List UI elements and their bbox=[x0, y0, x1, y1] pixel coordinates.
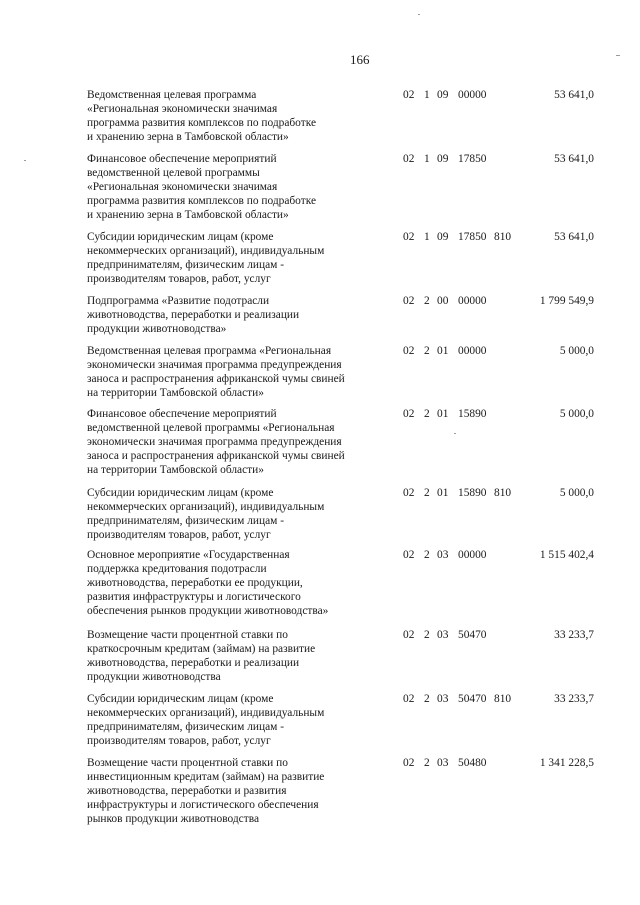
section-code: 02 bbox=[403, 89, 415, 101]
row-amount: 53 641,0 bbox=[554, 153, 594, 165]
row-description: Ведомственная целевая программа «Региональная экономически значимая программа развития комплексов по подработке и хранению зерна в Тамбовской области» bbox=[87, 89, 317, 144]
program-code: 00 bbox=[437, 295, 449, 307]
subsection-code: 2 bbox=[424, 295, 430, 307]
row-amount: 1 341 228,5 bbox=[539, 757, 594, 769]
article-code: 15890 bbox=[458, 408, 487, 420]
article-code: 50480 bbox=[458, 757, 487, 769]
row-amount: 1 515 402,4 bbox=[539, 549, 594, 561]
row-amount: 53 641,0 bbox=[554, 89, 594, 101]
article-code: 15890 bbox=[458, 487, 487, 499]
program-code: 09 bbox=[437, 231, 449, 243]
row-amount: 53 641,0 bbox=[554, 231, 594, 243]
subsection-code: 1 bbox=[424, 231, 430, 243]
row-description: Подпрограмма «Развитие подотрасли животноводства, переработки и реализации продукции животноводства» bbox=[87, 295, 300, 336]
section-code: 02 bbox=[403, 757, 415, 769]
subsection-code: 2 bbox=[424, 345, 430, 357]
subsection-code: 2 bbox=[424, 408, 430, 420]
article-code: 17850 bbox=[458, 231, 487, 243]
row-description: Ведомственная целевая программа «Региональная экономически значимая программа предупреждения заноса и распространения африканской чумы свиней на территории Тамбовской области» bbox=[87, 345, 345, 400]
scan-speck bbox=[616, 55, 620, 56]
section-code: 02 bbox=[403, 629, 415, 641]
scan-speck bbox=[454, 433, 456, 434]
section-code: 02 bbox=[403, 487, 415, 499]
scan-speck bbox=[418, 14, 420, 15]
program-code: 03 bbox=[437, 549, 449, 561]
page-number: 166 bbox=[350, 52, 370, 67]
section-code: 02 bbox=[403, 549, 415, 561]
subsection-code: 2 bbox=[424, 487, 430, 499]
subsection-code: 2 bbox=[424, 693, 430, 705]
row-description: Основное мероприятие «Государственная поддержка кредитования подотрасли животноводства, переработки ее продукции, развития инфраструктуры и логистического обеспечения рынков продукции животноводства» bbox=[87, 549, 329, 618]
row-amount: 5 000,0 bbox=[559, 345, 594, 357]
article-code: 00000 bbox=[458, 549, 487, 561]
row-amount: 5 000,0 bbox=[559, 408, 594, 420]
subsection-code: 2 bbox=[424, 757, 430, 769]
program-code: 03 bbox=[437, 629, 449, 641]
program-code: 01 bbox=[437, 408, 449, 420]
row-amount: 33 233,7 bbox=[554, 693, 594, 705]
section-code: 02 bbox=[403, 153, 415, 165]
expense-type-code: 810 bbox=[494, 231, 512, 243]
subsection-code: 2 bbox=[424, 549, 430, 561]
row-description: Финансовое обеспечение мероприятий ведомственной целевой программы «Региональная экономически значимая программа развития комплексов по подработке и хранению зерна в Тамбовской области» bbox=[87, 153, 317, 222]
row-description: Субсидии юридическим лицам (кроме некоммерческих организаций), индивидуальным предпринимателям, физическим лицам - производителям товаров, работ, услуг bbox=[87, 231, 325, 286]
subsection-code: 1 bbox=[424, 89, 430, 101]
program-code: 09 bbox=[437, 89, 449, 101]
article-code: 50470 bbox=[458, 629, 487, 641]
expense-type-code: 810 bbox=[494, 487, 512, 499]
article-code: 00000 bbox=[458, 89, 487, 101]
row-description: Возмещение части процентной ставки по инвестиционным кредитам (займам) на развитие животноводства, переработки и развития инфраструктуры и логистического обеспечения рынков продукции животноводства bbox=[87, 757, 325, 826]
scan-speck bbox=[24, 160, 26, 161]
row-description: Финансовое обеспечение мероприятий ведомственной целевой программы «Региональная экономически значимая программа предупреждения заноса и распространения африканской чумы свиней на территории Тамбовской области» bbox=[87, 408, 345, 477]
program-code: 09 bbox=[437, 153, 449, 165]
section-code: 02 bbox=[403, 345, 415, 357]
article-code: 00000 bbox=[458, 295, 487, 307]
article-code: 00000 bbox=[458, 345, 487, 357]
row-description: Возмещение части процентной ставки по краткосрочным кредитам (займам) на развитие животноводства, переработки и реализации продукции животноводства bbox=[87, 629, 316, 684]
row-amount: 33 233,7 bbox=[554, 629, 594, 641]
section-code: 02 bbox=[403, 693, 415, 705]
section-code: 02 bbox=[403, 295, 415, 307]
program-code: 03 bbox=[437, 757, 449, 769]
expense-type-code: 810 bbox=[494, 693, 512, 705]
subsection-code: 1 bbox=[424, 153, 430, 165]
article-code: 50470 bbox=[458, 693, 487, 705]
section-code: 02 bbox=[403, 408, 415, 420]
row-amount: 1 799 549,9 bbox=[539, 295, 594, 307]
row-description: Субсидии юридическим лицам (кроме некоммерческих организаций), индивидуальным предпринимателям, физическим лицам - производителям товаров, работ, услуг bbox=[87, 693, 325, 748]
program-code: 01 bbox=[437, 345, 449, 357]
program-code: 03 bbox=[437, 693, 449, 705]
section-code: 02 bbox=[403, 231, 415, 243]
article-code: 17850 bbox=[458, 153, 487, 165]
subsection-code: 2 bbox=[424, 629, 430, 641]
row-description: Субсидии юридическим лицам (кроме некоммерческих организаций), индивидуальным предпринимателям, физическим лицам - производителям товаров, работ, услуг bbox=[87, 487, 325, 542]
program-code: 01 bbox=[437, 487, 449, 499]
row-amount: 5 000,0 bbox=[559, 487, 594, 499]
